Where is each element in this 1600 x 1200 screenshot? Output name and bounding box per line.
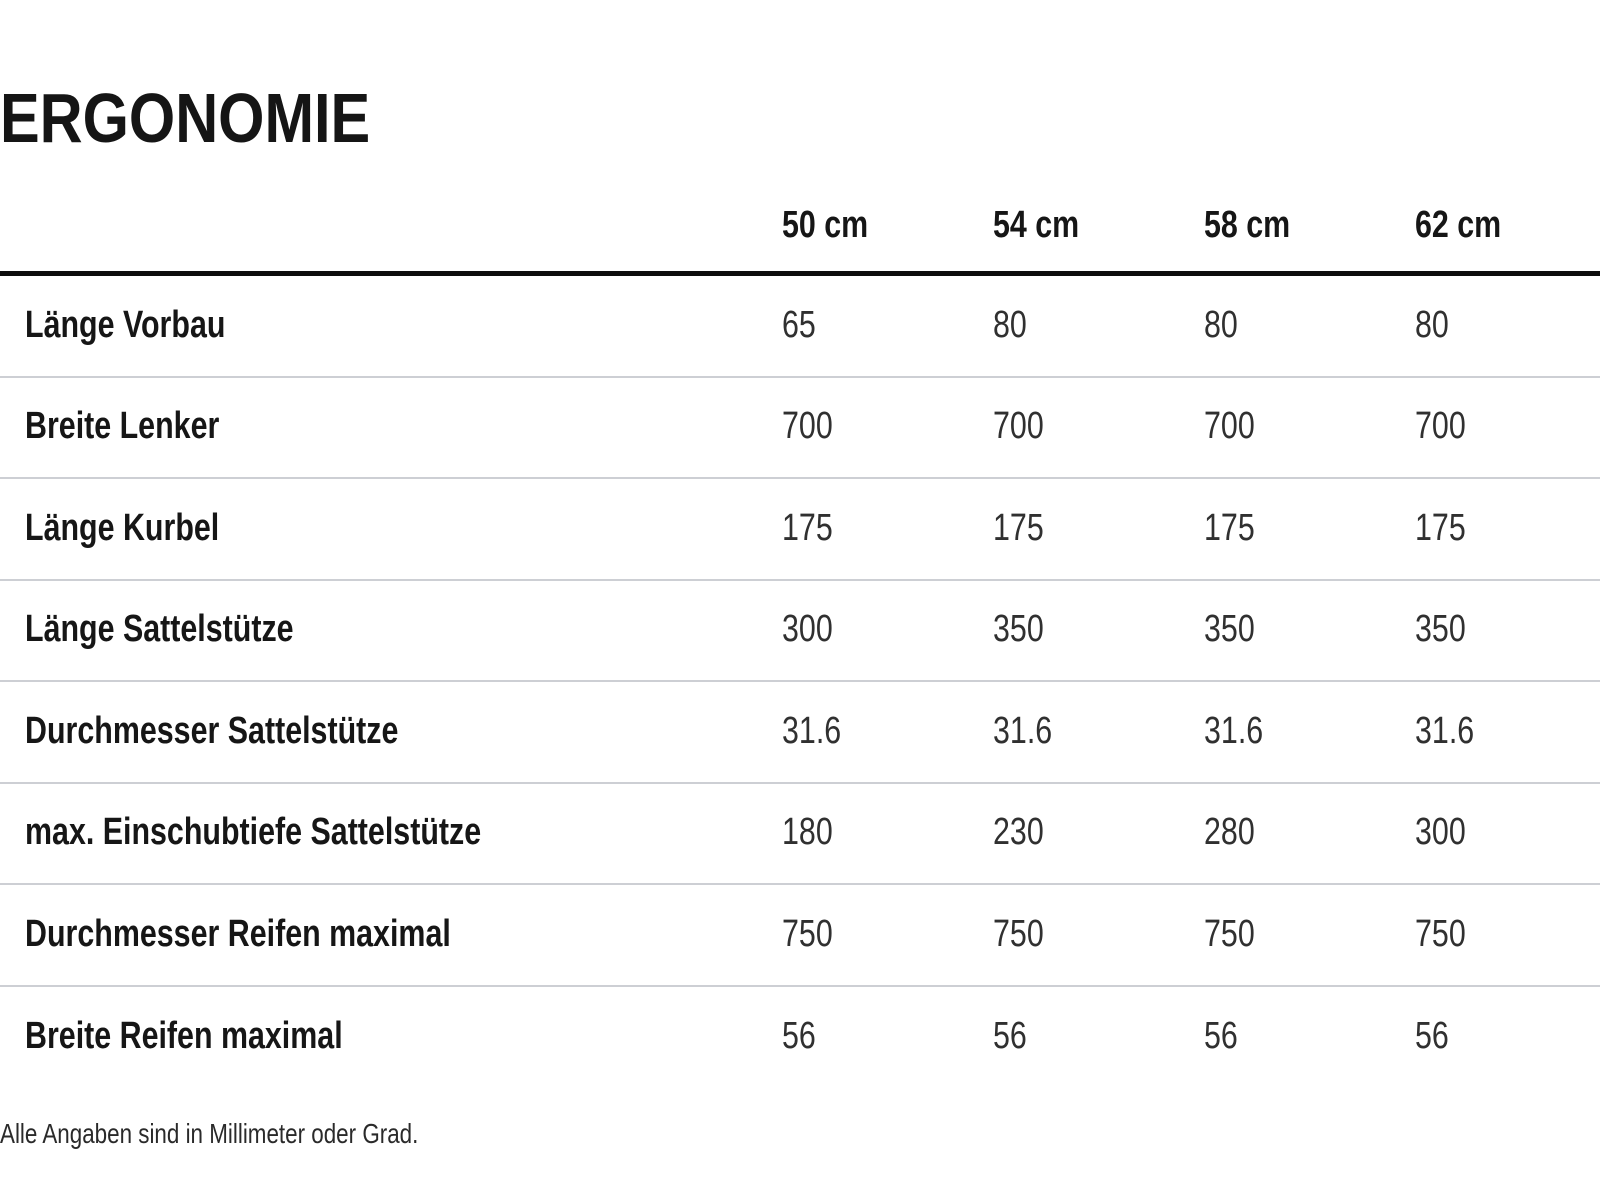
row-label: Durchmesser Sattelstütze (25, 709, 399, 752)
row-label: max. Einschubtiefe Sattelstütze (25, 811, 482, 854)
size-column-header-50: 50 cm (782, 203, 869, 246)
ergonomics-spec-table (0, 180, 1600, 1088)
spec-row-breite-reifen (0, 987, 1600, 1089)
spec-row-laenge-vorbau (0, 276, 1600, 378)
spec-value: 700 (1204, 405, 1255, 448)
spec-value: 180 (782, 811, 833, 854)
spec-value: 31.6 (993, 709, 1053, 752)
size-header-row (0, 180, 1600, 276)
page-title: ERGONOMIE (0, 78, 371, 157)
spec-value: 350 (993, 608, 1044, 651)
row-label: Durchmesser Reifen maximal (25, 912, 451, 955)
spec-value: 350 (1415, 608, 1466, 651)
spec-value: 31.6 (1415, 709, 1475, 752)
spec-value: 700 (993, 405, 1044, 448)
spec-row-einschubtiefe-sattelstuetze (0, 784, 1600, 886)
spec-value: 750 (993, 912, 1044, 955)
spec-value: 350 (1204, 608, 1255, 651)
spec-value: 31.6 (782, 709, 842, 752)
size-column-header-54: 54 cm (993, 203, 1080, 246)
size-column-header-62: 62 cm (1415, 203, 1502, 246)
spec-row-laenge-sattelstuetze (0, 581, 1600, 683)
spec-value: 56 (1415, 1015, 1449, 1058)
spec-value: 65 (782, 303, 816, 346)
row-label: Länge Vorbau (25, 303, 226, 346)
spec-value: 300 (1415, 811, 1466, 854)
row-label: Länge Kurbel (25, 506, 220, 549)
spec-row-durchmesser-reifen (0, 885, 1600, 987)
spec-value: 700 (782, 405, 833, 448)
spec-value: 700 (1415, 405, 1466, 448)
row-label: Breite Reifen maximal (25, 1015, 343, 1058)
row-label: Länge Sattelstütze (25, 608, 294, 651)
spec-value: 56 (782, 1015, 816, 1058)
spec-value: 750 (1204, 912, 1255, 955)
spec-value: 175 (993, 506, 1044, 549)
row-label: Breite Lenker (25, 405, 220, 448)
spec-value: 280 (1204, 811, 1255, 854)
spec-value: 175 (782, 506, 833, 549)
spec-value: 80 (993, 303, 1027, 346)
spec-value: 750 (1415, 912, 1466, 955)
spec-value: 175 (1204, 506, 1255, 549)
spec-value: 31.6 (1204, 709, 1264, 752)
spec-row-laenge-kurbel (0, 479, 1600, 581)
spec-value: 230 (993, 811, 1044, 854)
spec-value: 56 (993, 1015, 1027, 1058)
spec-value: 80 (1415, 303, 1449, 346)
spec-value: 56 (1204, 1015, 1238, 1058)
spec-value: 300 (782, 608, 833, 651)
size-column-header-58: 58 cm (1204, 203, 1291, 246)
spec-value: 175 (1415, 506, 1466, 549)
spec-value: 80 (1204, 303, 1238, 346)
spec-value: 750 (782, 912, 833, 955)
units-footnote: Alle Angaben sind in Millimeter oder Grad. (0, 1118, 419, 1149)
spec-row-breite-lenker (0, 378, 1600, 480)
spec-row-durchmesser-sattelstuetze (0, 682, 1600, 784)
